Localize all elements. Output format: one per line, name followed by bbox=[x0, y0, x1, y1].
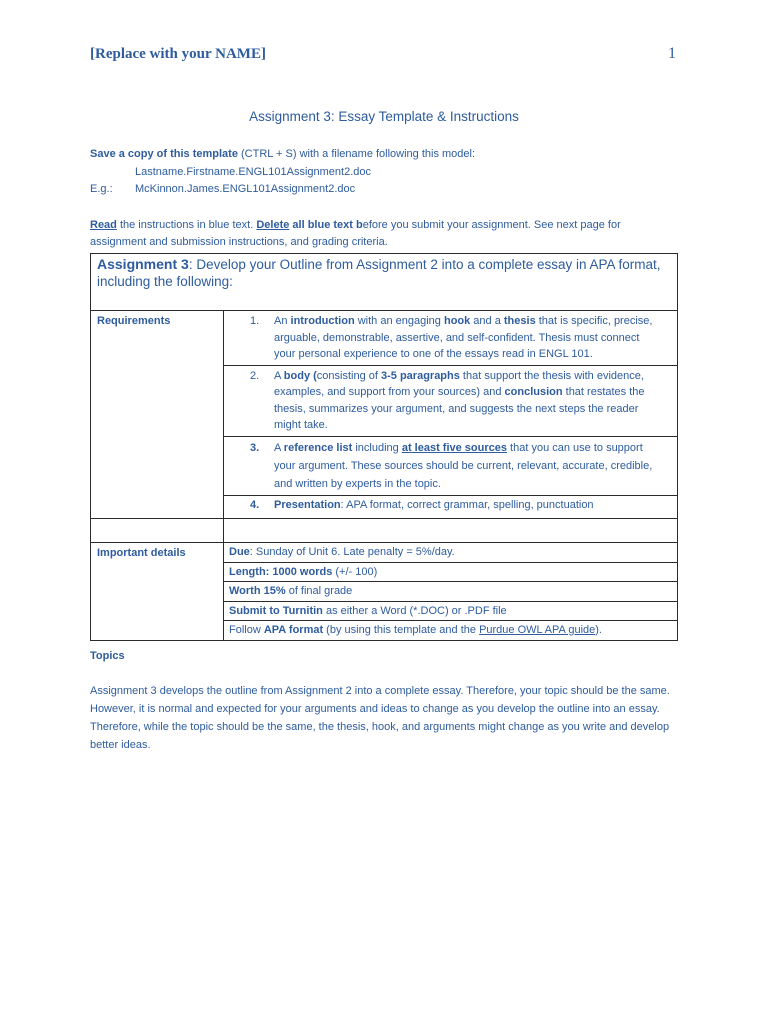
req-bold: 3-5 paragraphs bbox=[381, 369, 460, 382]
detail-bold: APA format bbox=[263, 624, 324, 636]
requirement-number: 4. bbox=[250, 498, 260, 511]
detail-bold: Length bbox=[229, 565, 266, 578]
req-text: A bbox=[274, 441, 284, 454]
example-label: E.g.: bbox=[90, 183, 113, 195]
empty-cell bbox=[224, 519, 678, 543]
banner-text: : Develop your Outline from Assignment 2 into a complete essay in APA format, including the following: bbox=[97, 257, 661, 289]
assignment-banner bbox=[91, 254, 678, 311]
detail-text: (by using this template and the bbox=[323, 624, 480, 636]
req-text: including bbox=[352, 441, 402, 454]
req-text: that support the thesis with evidence, examples, and support from your sources) and bbox=[274, 369, 644, 398]
req-bold: hook bbox=[443, 315, 471, 327]
requirement-cell-2 bbox=[224, 365, 678, 436]
requirements-label: Requirements bbox=[91, 311, 224, 519]
detail-text: of final grade bbox=[285, 585, 353, 597]
important-details-label: Important details bbox=[91, 543, 224, 641]
req-text: A bbox=[274, 369, 284, 382]
requirement-item bbox=[224, 366, 677, 436]
detail-text: Follow bbox=[229, 624, 264, 636]
purdue-owl-link[interactable]: Purdue OWL APA guide bbox=[479, 624, 596, 636]
example-row bbox=[90, 181, 690, 199]
req-bold: conclusion bbox=[504, 386, 563, 398]
detail-worth bbox=[224, 582, 678, 602]
read-instructions bbox=[90, 217, 680, 251]
topics-heading: Topics bbox=[90, 650, 125, 662]
topics-body: Assignment 3 develops the outline from Assignment 2 into a complete essay. Therefore, your topic should be the same. However, it is normal and expected for your arguments and ideas to change as you develop the outline into an essay. Therefore, while the topic should be the same, the thesis, hook, and arguments might change as you write and develop better ideas. bbox=[90, 685, 670, 751]
detail-text: (+/- 100) bbox=[332, 565, 378, 578]
detail-text: ). bbox=[595, 624, 602, 636]
requirement-cell-3 bbox=[224, 436, 678, 495]
read-bold-mid: all blue text b bbox=[289, 219, 363, 231]
detail-bold: 1000 words bbox=[272, 565, 333, 578]
req-bold-underlined: at least five sources bbox=[401, 441, 507, 454]
detail-length bbox=[224, 562, 678, 582]
req-text: that is specific, precise, arguable, demonstrable, assertive, and self-confident. Thesis must connect your personal experience to one of the essays read in ENGL 101. bbox=[274, 315, 653, 360]
req-bold: Presentation bbox=[274, 498, 341, 511]
header-name-placeholder: [Replace with your NAME] bbox=[90, 46, 266, 62]
save-line bbox=[90, 146, 690, 164]
detail-apa bbox=[224, 621, 678, 641]
req-text: that you can use to support your argument. These sources should be current, relevant, accurate, credible, and written by experts in the topic. bbox=[274, 441, 653, 490]
requirement-cell-4 bbox=[224, 495, 678, 519]
detail-submit bbox=[224, 601, 678, 621]
req-text: An bbox=[274, 315, 291, 327]
req-bold: reference list bbox=[283, 441, 353, 454]
read-part2: efore you submit your assignment. See next page for assignment and submission instructions, and grading criteria. bbox=[90, 219, 621, 248]
requirement-item bbox=[224, 496, 677, 519]
save-instructions bbox=[90, 146, 690, 199]
req-text: and a bbox=[470, 315, 504, 327]
model-filename: Lastname.Firstname.ENGL101Assignment2.doc bbox=[135, 165, 372, 178]
detail-bold: Submit to Turnitin bbox=[229, 604, 323, 617]
save-lead: Save a copy of this template bbox=[90, 148, 238, 160]
delete-word: Delete bbox=[256, 219, 290, 231]
req-bold: introduction bbox=[290, 315, 355, 327]
detail-due bbox=[224, 543, 678, 563]
req-text: that restates the thesis, summarizes your argument, and suggests the next steps the reader might take. bbox=[274, 386, 645, 431]
read-part1: the instructions in blue text. bbox=[116, 219, 257, 231]
banner-label: Assignment 3 bbox=[97, 256, 189, 272]
detail-text: : Sunday of Unit 6. Late penalty = 5%/day. bbox=[249, 546, 455, 558]
requirement-number: 1. bbox=[250, 315, 260, 327]
req-text: consisting of bbox=[316, 369, 381, 382]
req-bold: body ( bbox=[283, 369, 317, 382]
save-rest: (CTRL + S) with a filename following this model: bbox=[237, 148, 476, 160]
page-number: 1 bbox=[668, 45, 676, 62]
empty-cell bbox=[91, 519, 224, 543]
document-title: Assignment 3: Essay Template & Instructions bbox=[249, 109, 519, 124]
req-bold: thesis bbox=[503, 315, 536, 327]
assignment-table bbox=[90, 253, 678, 641]
example-filename: McKinnon.James.ENGL101Assignment2.doc bbox=[135, 183, 356, 195]
req-text: : APA format, correct grammar, spelling, punctuation bbox=[340, 498, 594, 511]
detail-bold: Due bbox=[229, 546, 250, 558]
requirement-item bbox=[224, 311, 677, 365]
read-word: Read bbox=[90, 219, 117, 231]
req-text: with an engaging bbox=[354, 315, 444, 327]
requirement-cell-1 bbox=[224, 311, 678, 366]
requirement-number: 2. bbox=[250, 369, 260, 382]
detail-text: as either a Word (*.DOC) or .PDF file bbox=[322, 604, 507, 617]
requirement-number: 3. bbox=[250, 441, 260, 454]
detail-bold: : bbox=[265, 565, 273, 578]
detail-bold: Worth 15% bbox=[229, 585, 286, 597]
requirement-item bbox=[224, 437, 677, 495]
